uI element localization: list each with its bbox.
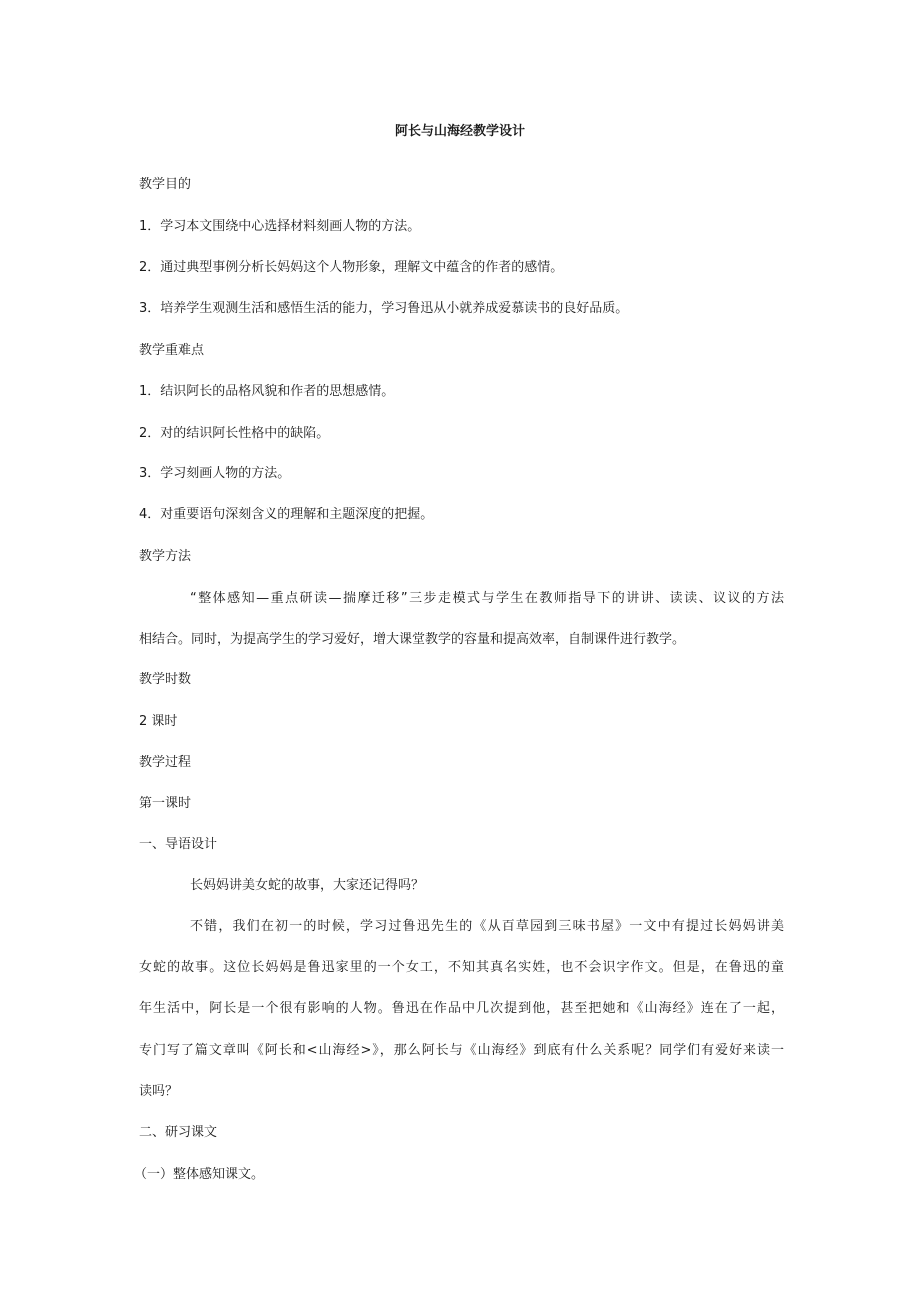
intro-paragraph-line: 读吗？ (139, 1084, 179, 1099)
intro-paragraph-line: 女蛇的故事。这位长妈妈是鲁迅家里的一个女工，不知其真名实姓，也不会识字作文。但是，在鲁迅的童 (139, 960, 784, 975)
methods-text-line: 相结合。同时，为提高学生的学习爱好，增大课堂教学的容量和提高效率，自制课件进行教学。 (139, 632, 686, 647)
key-points-heading: 教学重难点 (139, 343, 205, 358)
document-title: 阿长与山海经教学设计 (394, 124, 525, 139)
methods-heading: 教学方法 (139, 549, 192, 564)
intro-paragraph-line: 专门写了篇文章叫《阿长和<山海经>》，那么阿长与《山海经》到底有什么关系呢？同学们有爱好来读一 (139, 1043, 784, 1058)
objectives-heading: 教学目的 (139, 177, 192, 192)
lesson-heading: 第一课时 (139, 796, 192, 811)
hours-heading: 教学时数 (139, 672, 192, 687)
intro-paragraph-line: 年生活中，阿长是一个很有影响的人物。鲁迅在作品中几次提到他，甚至把她和《山海经》连在了一起， (139, 1001, 784, 1016)
intro-question: 长妈妈讲美女蛇的故事，大家还记得吗？ (190, 878, 425, 893)
key-point-item: 4．对重要语句深刻含义的理解和主题深度的把握。 (139, 507, 434, 522)
subsection-heading: （一）整体感知课文。 (134, 1167, 265, 1182)
hours-value: 2 课时 (139, 714, 178, 729)
process-heading: 教学过程 (139, 755, 192, 770)
key-point-item: 3．学习刻画人物的方法。 (139, 466, 291, 481)
objective-item: 1．学习本文围绕中心选择材料刻画人物的方法。 (139, 219, 421, 234)
key-point-item: 1．结识阿长的品格风貌和作者的思想感情。 (139, 384, 395, 399)
intro-paragraph-line: 不错，我们在初一的时候，学习过鲁迅先生的《从百草园到三味书屋》一文中有提过长妈妈讲美 (190, 919, 784, 934)
methods-text-line: “整体感知—重点研读—揣摩迁移”三步走模式与学生在教师指导下的讲讲、读读、议议的方法 (190, 591, 784, 606)
section-heading: 一、导语设计 (139, 837, 218, 852)
section-heading: 二、研习课文 (139, 1125, 218, 1140)
objective-item: 2．通过典型事例分析长妈妈这个人物形象，理解文中蕴含的作者的感情。 (139, 260, 564, 275)
objective-item: 3．培养学生观测生活和感悟生活的能力，学习鲁迅从小就养成爱慕读书的良好品质。 (139, 301, 629, 316)
key-point-item: 2．对的结识阿长性格中的缺陷。 (139, 426, 330, 441)
